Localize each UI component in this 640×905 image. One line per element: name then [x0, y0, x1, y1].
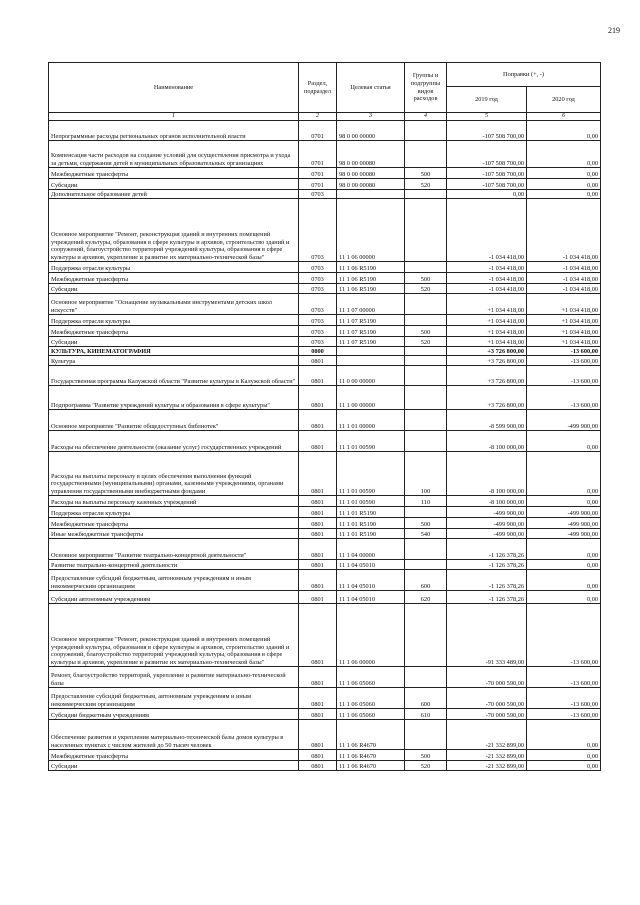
row-name: Государственная программа Калужской области "Развитие культуры в Калужской области"	[49, 366, 299, 386]
row-amount-2019: +1 034 418,00	[447, 315, 527, 326]
row-section: 0703	[299, 190, 337, 199]
row-amount-2019: -21 332 899,00	[447, 720, 527, 750]
table-row	[49, 326, 601, 337]
row-target-article	[337, 347, 405, 356]
row-amount-2019: -1 126 378,26	[447, 539, 527, 560]
row-target-article: 11 1 01 00000	[337, 410, 405, 431]
row-target-article: 98 0 00 00000	[337, 121, 405, 141]
row-section: 0801	[299, 570, 337, 591]
row-amount-2020: 0,00	[527, 179, 601, 190]
row-name: Основное мероприятие "Оснащение музыкальными инструментами детских школ искусств"	[49, 294, 299, 315]
table-body	[49, 121, 601, 771]
row-expense-group: 520	[405, 337, 447, 347]
row-amount-2019: -91 333 489,00	[447, 604, 527, 667]
row-amount-2019: +3 726 800,00	[447, 366, 527, 386]
row-amount-2020: -499 900,00	[527, 507, 601, 518]
col-number: 1	[49, 113, 299, 121]
row-name: Межбюджетные трансферты	[49, 326, 299, 337]
row-expense-group	[405, 431, 447, 452]
row-name: Основное мероприятие "Развитие театрально-концертной деятельности"	[49, 539, 299, 560]
row-amount-2020: 0,00	[527, 539, 601, 560]
row-amount-2020: +1 034 418,00	[527, 315, 601, 326]
row-section: 0801	[299, 507, 337, 518]
row-amount-2020: -13 600,00	[527, 688, 601, 709]
row-amount-2020: +1 034 418,00	[527, 326, 601, 337]
row-amount-2020: 0,00	[527, 168, 601, 179]
row-expense-group	[405, 507, 447, 518]
row-amount-2020: +1 034 418,00	[527, 337, 601, 347]
row-name: Подпрограмма "Развитие учреждений культуры и образования в сфере культуры"	[49, 386, 299, 410]
header-amendments: Поправки (+, -)	[447, 63, 601, 87]
row-amount-2019: -70 000 590,00	[447, 709, 527, 720]
row-name: Культура	[49, 356, 299, 366]
header-year-2020: 2020 год	[527, 87, 601, 113]
table-row	[49, 560, 601, 570]
row-amount-2020: 0,00	[527, 591, 601, 604]
table-row	[49, 591, 601, 604]
row-section: 0801	[299, 667, 337, 688]
row-name: Основное мероприятие "Ремонт, реконструкция зданий и внутренних помещений учреждений культуры, образования в сфере культуры и архивов, строительство зданий и сооружений, благоустройство территорий учреждений культуры, образования в сфере культуры и архивов, укрепление и развитие их материально-технической базы"	[49, 604, 299, 667]
row-name: Обеспечение развития и укрепления материально-технической базы домов культуры в населенных пунктах с числом жителей до 50 тысяч человек	[49, 720, 299, 750]
row-section: 0801	[299, 452, 337, 496]
row-expense-group	[405, 356, 447, 366]
table-row	[49, 570, 601, 591]
row-expense-group: 520	[405, 179, 447, 190]
row-name: Субсидии	[49, 761, 299, 771]
row-target-article: 11 1 06 R4670	[337, 761, 405, 771]
row-amount-2020: -1 034 418,00	[527, 199, 601, 262]
table-row	[49, 688, 601, 709]
row-section: 0801	[299, 604, 337, 667]
row-target-article: 11 1 06 05060	[337, 667, 405, 688]
table-row	[49, 604, 601, 667]
col-number: 3	[337, 113, 405, 121]
row-section: 0801	[299, 761, 337, 771]
row-expense-group	[405, 604, 447, 667]
row-target-article: 11 1 06 R5190	[337, 273, 405, 284]
table-row	[49, 452, 601, 496]
row-name: Ремонт, благоустройство территорий, укрепление и развитие материально-технической базы	[49, 667, 299, 688]
row-amount-2020: 0,00	[527, 761, 601, 771]
row-amount-2020: 0,00	[527, 190, 601, 199]
row-name: Поддержка отрасли культуры	[49, 315, 299, 326]
row-amount-2019: -107 508 700,00	[447, 141, 527, 168]
row-name: Поддержка отрасли культуры	[49, 507, 299, 518]
row-amount-2019: -1 034 418,00	[447, 284, 527, 294]
row-section: 0703	[299, 273, 337, 284]
row-name: Межбюджетные трансферты	[49, 273, 299, 284]
row-amount-2019: +1 034 418,00	[447, 326, 527, 337]
table-row	[49, 199, 601, 262]
row-amount-2019: -107 508 700,00	[447, 179, 527, 190]
row-amount-2020: -13 600,00	[527, 667, 601, 688]
row-target-article: 98 0 00 00080	[337, 141, 405, 168]
row-amount-2020: 0,00	[527, 560, 601, 570]
row-name: Межбюджетные трансферты	[49, 518, 299, 529]
row-amount-2020: -13 600,00	[527, 366, 601, 386]
row-section: 0801	[299, 539, 337, 560]
table-row	[49, 366, 601, 386]
row-name: Непрограммные расходы региональных органов исполнительной власти	[49, 121, 299, 141]
row-expense-group	[405, 121, 447, 141]
col-number: 5	[447, 113, 527, 121]
row-expense-group: 520	[405, 761, 447, 771]
row-section: 0801	[299, 591, 337, 604]
row-amount-2020: 0,00	[527, 431, 601, 452]
row-expense-group	[405, 199, 447, 262]
row-expense-group: 500	[405, 273, 447, 284]
table-row	[49, 141, 601, 168]
row-target-article: 11 1 01 R5190	[337, 507, 405, 518]
row-amount-2019: -1 126 378,26	[447, 560, 527, 570]
row-amount-2020: 0,00	[527, 452, 601, 496]
table-row	[49, 337, 601, 347]
table-row	[49, 750, 601, 761]
row-name: Дополнительное образование детей	[49, 190, 299, 199]
row-amount-2020: -1 034 418,00	[527, 284, 601, 294]
row-expense-group	[405, 410, 447, 431]
row-amount-2020: -13 600,00	[527, 386, 601, 410]
row-target-article: 11 1 06 R5190	[337, 284, 405, 294]
row-target-article: 11 1 07 R5190	[337, 326, 405, 337]
row-amount-2019: -107 508 700,00	[447, 121, 527, 141]
row-amount-2019: -1 034 418,00	[447, 273, 527, 284]
row-section: 0801	[299, 709, 337, 720]
header-target-article: Целевая статья	[337, 63, 405, 113]
row-name: Предоставление субсидий бюджетным, автономным учреждениям и иным некоммерческим организациям	[49, 688, 299, 709]
row-target-article: 11 1 01 00590	[337, 452, 405, 496]
row-expense-group: 110	[405, 496, 447, 507]
row-amount-2020: -1 034 418,00	[527, 262, 601, 273]
table-row	[49, 709, 601, 720]
row-expense-group	[405, 386, 447, 410]
table-row	[49, 190, 601, 199]
row-section: 0703	[299, 337, 337, 347]
row-section: 0801	[299, 366, 337, 386]
table-row	[49, 507, 601, 518]
row-target-article: 11 1 01 00590	[337, 431, 405, 452]
row-section: 0701	[299, 121, 337, 141]
row-expense-group: 500	[405, 750, 447, 761]
row-amount-2019: +1 034 418,00	[447, 337, 527, 347]
table-row	[49, 667, 601, 688]
budget-amendments-table	[48, 62, 601, 771]
row-section: 0801	[299, 356, 337, 366]
row-expense-group: 600	[405, 570, 447, 591]
row-expense-group	[405, 366, 447, 386]
row-name: Расходы на обеспечение деятельности (оказание услуг) государственных учреждений	[49, 431, 299, 452]
row-expense-group	[405, 539, 447, 560]
row-section: 0801	[299, 688, 337, 709]
row-expense-group	[405, 720, 447, 750]
table-row	[49, 262, 601, 273]
row-target-article: 11 1 01 R5190	[337, 518, 405, 529]
row-target-article: 98 0 00 00080	[337, 179, 405, 190]
row-amount-2019: -70 000 590,00	[447, 667, 527, 688]
row-amount-2020: -499 900,00	[527, 410, 601, 431]
row-expense-group: 600	[405, 688, 447, 709]
table-row	[49, 356, 601, 366]
row-amount-2019: -1 034 418,00	[447, 262, 527, 273]
row-expense-group: 500	[405, 518, 447, 529]
row-expense-group: 100	[405, 452, 447, 496]
row-target-article: 11 1 01 R5190	[337, 529, 405, 539]
row-target-article: 11 1 06 R4670	[337, 750, 405, 761]
row-expense-group: 520	[405, 284, 447, 294]
row-expense-group	[405, 294, 447, 315]
row-target-article: 11 1 06 05060	[337, 688, 405, 709]
row-section: 0801	[299, 386, 337, 410]
row-amount-2019: -499 900,00	[447, 518, 527, 529]
row-expense-group	[405, 560, 447, 570]
row-section: 0701	[299, 141, 337, 168]
row-expense-group	[405, 141, 447, 168]
row-expense-group	[405, 667, 447, 688]
table-row	[49, 386, 601, 410]
table-row	[49, 347, 601, 356]
row-target-article: 11 1 07 00000	[337, 294, 405, 315]
row-target-article	[337, 190, 405, 199]
row-section: 0801	[299, 529, 337, 539]
row-name: Межбюджетные трансферты	[49, 750, 299, 761]
table-row	[49, 168, 601, 179]
row-amount-2020: -499 900,00	[527, 529, 601, 539]
header-section: Раздел, подраздел	[299, 63, 337, 113]
row-section: 0703	[299, 326, 337, 337]
row-amount-2020: 0,00	[527, 121, 601, 141]
row-target-article: 11 1 00 00000	[337, 386, 405, 410]
table-row	[49, 720, 601, 750]
header-name: Наименование	[49, 63, 299, 113]
row-name: Развитие театрально-концертной деятельности	[49, 560, 299, 570]
row-name: Компенсация части расходов на создание условий для осуществления присмотра и ухода за детьми, содержания детей в муниципальных образовательных организациях	[49, 141, 299, 168]
table-row	[49, 496, 601, 507]
row-target-article: 11 1 04 05010	[337, 560, 405, 570]
row-expense-group	[405, 315, 447, 326]
row-name: Субсидии бюджетным учреждениям	[49, 709, 299, 720]
header-year-2019: 2019 год	[447, 87, 527, 113]
row-amount-2019: +1 034 418,00	[447, 294, 527, 315]
row-section: 0801	[299, 496, 337, 507]
row-expense-group: 620	[405, 591, 447, 604]
row-expense-group	[405, 347, 447, 356]
row-amount-2019: -107 508 700,00	[447, 168, 527, 179]
row-name: Расходы на выплаты персоналу казенных учреждений	[49, 496, 299, 507]
row-section: 0703	[299, 262, 337, 273]
row-expense-group: 500	[405, 168, 447, 179]
row-amount-2019: -70 000 590,00	[447, 688, 527, 709]
row-amount-2020: -13 600,00	[527, 356, 601, 366]
row-expense-group	[405, 262, 447, 273]
row-name: Субсидии	[49, 337, 299, 347]
row-section: 0703	[299, 315, 337, 326]
row-target-article: 11 1 04 00000	[337, 539, 405, 560]
row-section: 0701	[299, 179, 337, 190]
row-amount-2020: 0,00	[527, 141, 601, 168]
row-section: 0800	[299, 347, 337, 356]
row-amount-2020: 0,00	[527, 750, 601, 761]
row-amount-2019: +3 726 800,00	[447, 356, 527, 366]
row-amount-2019: -8 599 900,00	[447, 410, 527, 431]
table-row	[49, 761, 601, 771]
row-section: 0703	[299, 284, 337, 294]
row-expense-group	[405, 190, 447, 199]
row-name: Иные межбюджетные трансферты	[49, 529, 299, 539]
row-amount-2019: -21 332 899,00	[447, 750, 527, 761]
row-expense-group: 500	[405, 326, 447, 337]
row-target-article: 11 1 01 00590	[337, 496, 405, 507]
table-row	[49, 518, 601, 529]
row-amount-2020: +1 034 418,00	[527, 294, 601, 315]
row-name: Субсидии автономным учреждениям	[49, 591, 299, 604]
table-row	[49, 410, 601, 431]
row-target-article: 11 1 06 00000	[337, 199, 405, 262]
row-section: 0701	[299, 168, 337, 179]
row-section: 0801	[299, 431, 337, 452]
table-row	[49, 431, 601, 452]
table-row	[49, 179, 601, 190]
row-amount-2019: -1 126 378,26	[447, 591, 527, 604]
row-section: 0801	[299, 560, 337, 570]
row-target-article: 11 1 07 R5190	[337, 315, 405, 326]
row-name: Субсидии	[49, 284, 299, 294]
row-amount-2019: -1 126 378,26	[447, 570, 527, 591]
col-number: 4	[405, 113, 447, 121]
row-amount-2020: 0,00	[527, 496, 601, 507]
row-name: Субсидии	[49, 179, 299, 190]
table-row	[49, 284, 601, 294]
row-amount-2019: -8 100 000,00	[447, 496, 527, 507]
table-row	[49, 273, 601, 284]
row-amount-2020: 0,00	[527, 720, 601, 750]
row-target-article: 11 1 06 R4670	[337, 720, 405, 750]
row-name: Межбюджетные трансферты	[49, 168, 299, 179]
row-target-article: 11 0 00 00000	[337, 366, 405, 386]
row-name: Предоставление субсидий бюджетным, автономным учреждениям и иным некоммерческим организациям	[49, 570, 299, 591]
page-number: 219	[608, 26, 620, 35]
row-amount-2019: 0,00	[447, 190, 527, 199]
row-name: Расходы на выплаты персоналу в целях обеспечения выполнения функций государственными (муниципальными) органами, казенными учреждениями, органами управления государственными внебюджетными фондами	[49, 452, 299, 496]
row-target-article: 11 1 06 R5190	[337, 262, 405, 273]
row-target-article: 11 1 06 05060	[337, 709, 405, 720]
table-row	[49, 315, 601, 326]
row-amount-2019: +3 726 800,00	[447, 347, 527, 356]
row-target-article: 11 1 04 05010	[337, 570, 405, 591]
row-target-article: 11 1 07 R5190	[337, 337, 405, 347]
table-row	[49, 121, 601, 141]
col-number: 6	[527, 113, 601, 121]
row-section: 0801	[299, 518, 337, 529]
row-section: 0801	[299, 750, 337, 761]
row-amount-2020: 0,00	[527, 570, 601, 591]
row-name: Основное мероприятие "Ремонт, реконструкция зданий и внутренних помещений учреждений культуры, образования в сфере культуры и архивов, строительство зданий и сооружений, благоустройство территорий учреждений культуры, образования в сфере культуры и архивов, укрепление и развитие их материально-технической базы"	[49, 199, 299, 262]
row-target-article: 11 1 06 00000	[337, 604, 405, 667]
row-amount-2020: -13 600,00	[527, 709, 601, 720]
col-number: 2	[299, 113, 337, 121]
row-name: Поддержка отрасли культуры	[49, 262, 299, 273]
table-row	[49, 294, 601, 315]
row-amount-2019: -21 332 899,00	[447, 761, 527, 771]
row-expense-group: 610	[405, 709, 447, 720]
row-target-article: 98 0 00 00080	[337, 168, 405, 179]
row-target-article	[337, 356, 405, 366]
row-amount-2020: -13 600,00	[527, 347, 601, 356]
row-name: КУЛЬТУРА, КИНЕМАТОГРАФИЯ	[49, 347, 299, 356]
row-amount-2019: -499 900,00	[447, 507, 527, 518]
row-section: 0703	[299, 294, 337, 315]
row-section: 0703	[299, 199, 337, 262]
row-target-article: 11 1 04 05010	[337, 591, 405, 604]
table-row	[49, 539, 601, 560]
row-expense-group: 540	[405, 529, 447, 539]
row-amount-2020: -499 900,00	[527, 518, 601, 529]
row-amount-2019: -8 100 000,00	[447, 431, 527, 452]
row-section: 0801	[299, 720, 337, 750]
row-amount-2019: -499 900,00	[447, 529, 527, 539]
row-amount-2019: -1 034 418,00	[447, 199, 527, 262]
row-amount-2019: +3 726 800,00	[447, 386, 527, 410]
row-section: 0801	[299, 410, 337, 431]
table-row	[49, 529, 601, 539]
row-amount-2020: -13 600,00	[527, 604, 601, 667]
row-name: Основное мероприятие "Развитие общедоступных библиотек"	[49, 410, 299, 431]
row-amount-2020: -1 034 418,00	[527, 273, 601, 284]
row-amount-2019: -8 100 000,00	[447, 452, 527, 496]
header-expense-group: Группы и подгруппы видов расходов	[405, 63, 447, 113]
